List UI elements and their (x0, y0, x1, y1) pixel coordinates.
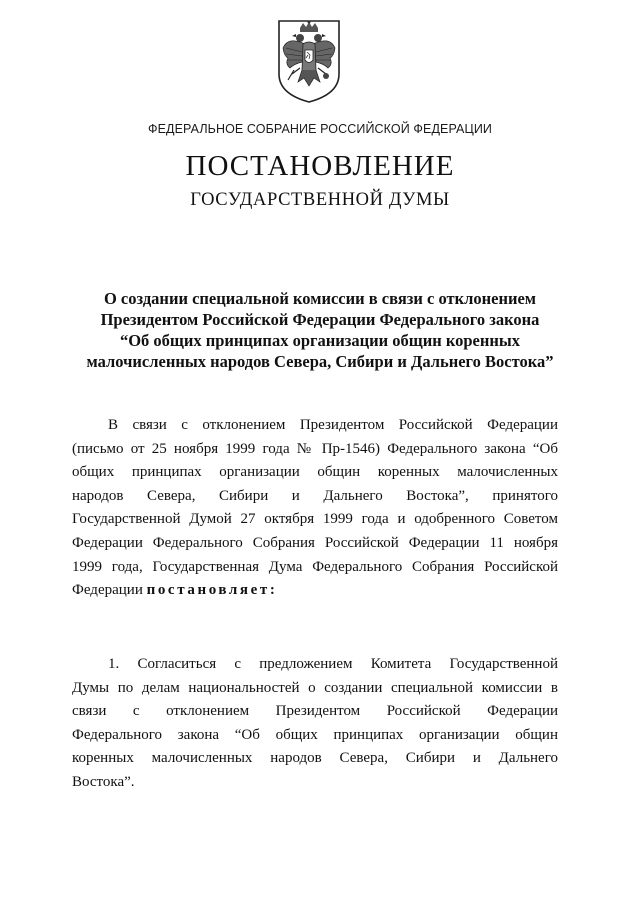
assembly-header: ФЕДЕРАЛЬНОЕ СОБРАНИЕ РОССИЙСКОЙ ФЕДЕРАЦИИ (147, 122, 493, 136)
text-fragment: Федерации (72, 582, 147, 599)
issuing-body-heading: ГОСУДАРСТВЕННОЙ ДУМЫ (190, 190, 450, 210)
preamble-paragraph (72, 414, 558, 603)
title-line: малочисленных народов Севера, Сибири и Дальнего Востока” (86, 352, 554, 371)
clause-1-paragraph (72, 653, 558, 795)
text-line: Востока”. (72, 773, 135, 790)
text-line: общих принципах организации общин коренных малочисленных (72, 464, 558, 481)
title-line: О создании специальной комиссии в связи с отклонением (103, 289, 537, 308)
text-line: Федерального закона “Об общих принципах организации общин (72, 726, 558, 743)
document-type-heading: ПОСТАНОВЛЕНИЕ (185, 150, 455, 182)
text-line: 1999 года, Государственная Дума Федерального Собрания Российской (72, 558, 558, 575)
title-line: Президентом Российской Федерации Федерального закона (100, 310, 540, 329)
text-line: 1. Согласиться с предложением Комитета Государственной (108, 656, 558, 672)
text-line: связи с отклонением Президентом Российской Федерации (72, 703, 558, 720)
coat-of-arms-icon (276, 18, 342, 104)
text-line: В связи с отклонением Президентом Российской Федерации (108, 417, 558, 433)
text-line: коренных малочисленных народов Севера, Сибири и Дальнего (72, 750, 558, 767)
resolution-title (60, 288, 580, 372)
text-line: Федерации Федерального Собрания Российской Федерации 11 ноября (72, 534, 558, 551)
text-line: Думы по делам национальностей о создании специальной комиссии в (72, 679, 558, 696)
text-line: (письмо от 25 ноября 1999 года № Пр-1546) Федерального закона “Об (72, 440, 558, 457)
text-line: народов Севера, Сибири и Дальнего Востока”, принятого (72, 487, 558, 504)
title-line: “Об общих принципах организации общин коренных (119, 331, 521, 350)
text-line (72, 579, 558, 603)
resolves-keyword: постановляет: (146, 582, 278, 599)
text-line: Государственной Думой 27 октября 1999 года и одобренного Советом (72, 511, 558, 528)
